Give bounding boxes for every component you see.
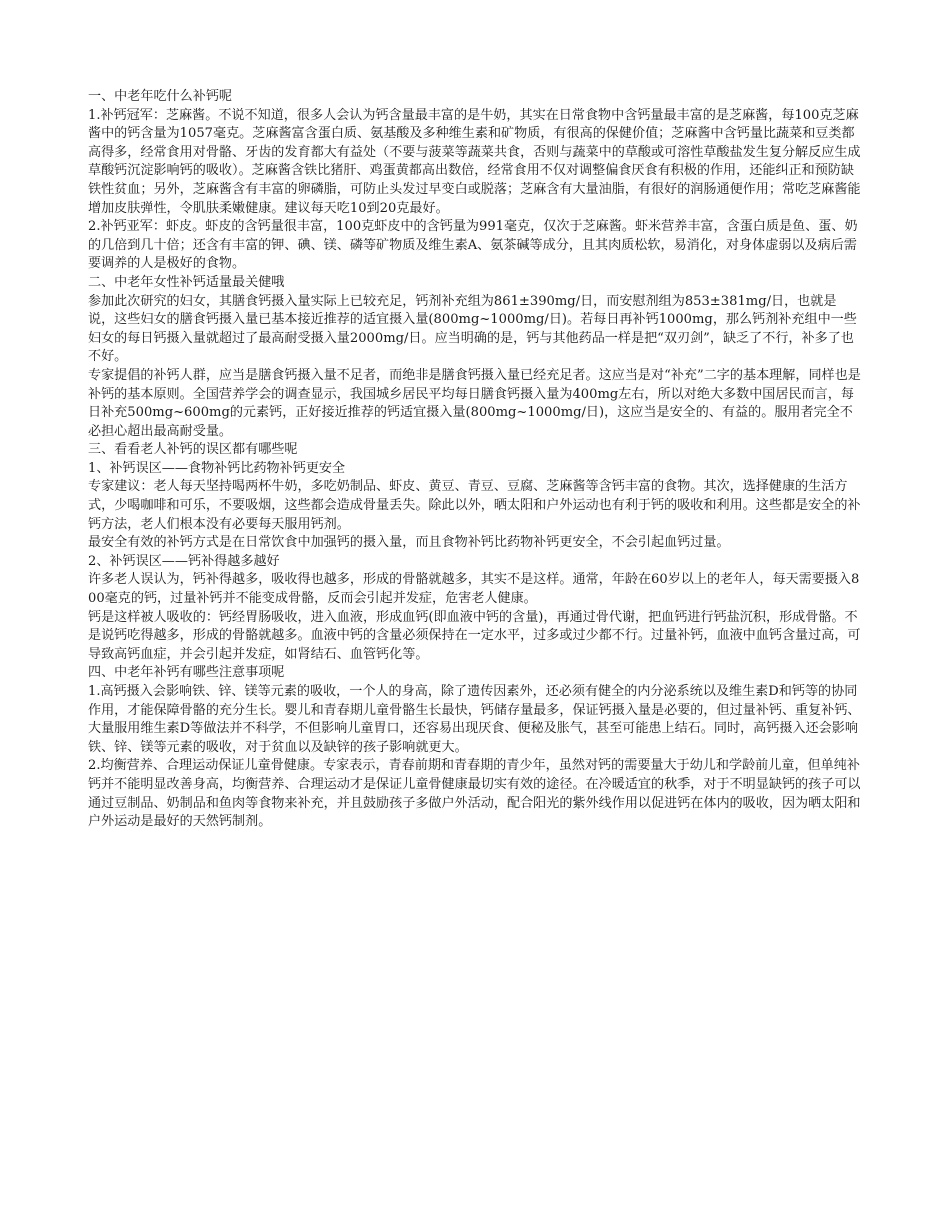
paragraph-expert-advice: 专家建议：老人每天坚持喝两杯牛奶，多吃奶制品、虾皮、黄豆、青豆、豆腐、芝麻酱等含钙丰富的食物。其次，选择健康的生活方式，少喝咖啡和可乐，不要吸烟，这些都会造成骨量丢失。除此以外，晒太阳和户外运动也有利于钙的吸收和利用。这些都是安全的补钙方法，老人们根本没有必要每天服用钙剂。: [88, 479, 861, 532]
paragraph-shrimp-skin: 2.补钙亚军：虾皮。虾皮的含钙量很丰富，100克虾皮中的含钙量为991毫克，仅次于芝麻酱。虾米营养丰富，含蛋白质是鱼、蛋、奶的几倍到几十倍；还含有丰富的钾、碘、镁、磷等矿物质及维生素A、氨茶碱等成分，且其肉质松软，易消化，对身体虚弱以及病后需要调养的人是极好的食物。: [88, 219, 858, 272]
paragraph-expert-recommendation: 专家提倡的补钙人群，应当是膳食钙摄入量不足者，而绝非是膳食钙摄入量已经充足者。这应当是对“补充”二字的基本理解，同样也是补钙的基本原则。全国营养学会的调查显示，我国城乡居民平均每日膳食钙摄入量为400mg左右，所以对绝大多数中国居民而言，每日补充500mg~600mg的元素钙，正好接近推荐的钙适宜摄入量(800mg~1000mg/日)，这应当是安全的、有益的。服用者完全不必担心超出最高耐受量。: [88, 367, 861, 439]
paragraph-high-calcium-effects: 1.高钙摄入会影响铁、锌、镁等元素的吸收，一个人的身高，除了遗传因素外，还必须有健全的内分泌系统以及维生素D和钙等的协同作用，才能保障骨骼的充分生长。婴儿和青春期儿童骨骼生长最快，钙储存量最多，保证钙摄入量是必要的，但过量补钙、重复补钙、大量服用维生素D等做法并不科学，不但影响儿童胃口，还容易出现厌食、便秘及胀气，甚至可能患上结石。同时，高钙摄入还会影响铁、锌、镁等元素的吸收，对于贫血以及缺锌的孩子影响就更大。: [88, 684, 861, 755]
section-heading-4: 四、中老年补钙有哪些注意事项呢: [88, 665, 285, 681]
paragraph-more-is-not-better: 许多老人误认为，钙补得越多，吸收得也越多，形成的骨骼就越多，其实不是这样。通常，年龄在60岁以上的老年人，每天需要摄入800毫克的钙，过量补钙并不能变成骨骼，反而会引起并发症，危害老人健康。: [88, 572, 860, 607]
subheading-misconception-1: 1、补钙误区——食物补钙比药物补钙更安全: [88, 460, 346, 476]
section-heading-3: 三、看看老人补钙的误区都有哪些呢: [88, 442, 298, 458]
section-heading-1: 一、中老年吃什么补钙呢: [88, 89, 233, 104]
paragraph-balanced-nutrition: 2.均衡营养、合理运动保证儿童骨健康。专家表示，青春前期和青春期的青少年，虽然对钙的需要量大于幼儿和学龄前儿童，但单纯补钙并不能明显改善身高，均衡营养、合理运动才是保证儿童骨健康最切实有效的途径。在冷暖适宜的秋季，对于不明显缺钙的孩子可以通过豆制品、奶制品和鱼肉等食物来补充，并且鼓励孩子多做户外活动，配合阳光的紫外线作用以促进钙在体内的吸收，因为晒太阳和户外运动是最好的天然钙制剂。: [88, 758, 861, 830]
paragraph-study-women: 参加此次研究的妇女，其膳食钙摄入量实际上已较充足，钙剂补充组为861±390mg/日，而安慰剂组为853±381mg/日，也就是说，这些妇女的膳食钙摄入量已基本接近推荐的适宜摄入量(800mg~1000mg/日)。若每日再补钙1000mg，那么钙剂补充组中一些妇女的每日钙摄入量就超过了最高耐受摄入量2000mg/日。应当明确的是，钙与其他药品一样是把“双刃剑”，缺乏了不行，补多了也不好。: [88, 293, 857, 365]
paragraph-sesame-paste: 1.补钙冠军：芝麻酱。不说不知道，很多人会认为钙含量最丰富的是牛奶，其实在日常食物中含钙量最丰富的是芝麻酱，每100克芝麻酱中的钙含量为1057毫克。芝麻酱富含蛋白质、氨基酸及多种维生素和矿物质，有很高的保健价值；芝麻酱中含钙量比蔬菜和豆类都高得多，经常食用对骨骼、牙齿的发育都大有益处（不要与菠菜等蔬菜共食，否则与蔬菜中的草酸或可溶性草酸盐发生复分解反应生成草酸钙沉淀影响钙的吸收）。芝麻酱含铁比猪肝、鸡蛋黄都高出数倍，经常食用不仅对调整偏食厌食有积极的作用，还能纠正和预防缺铁性贫血；另外，芝麻酱含有丰富的卵磷脂，可防止头发过早变白或脱落；芝麻含有大量油脂，有很好的润肠通便作用；常吃芝麻酱能增加皮肤弹性，令肌肤柔嫩健康。建议每天吃10到20克最好。: [88, 107, 861, 216]
section-heading-2: 二、中老年女性补钙适量最关健哦: [88, 274, 285, 290]
subheading-misconception-2: 2、补钙误区——钙补得越多越好: [88, 553, 280, 569]
paragraph-absorption-process: 钙是这样被人吸收的：钙经胃肠吸收，进入血液，形成血钙(即血液中钙的含量)，再通过骨代谢，把血钙进行钙盐沉积，形成骨骼。不是说钙吃得越多，形成的骨骼就越多。血液中钙的含量必须保持在一定水平，过多或过少都不行。过量补钙，血液中血钙含量过高，可导致高钙血症，并会引起并发症，如肾结石、血管钙化等。: [88, 609, 861, 662]
paragraph-safest-method: 最安全有效的补钙方式是在日常饮食中加强钙的摄入量，而且食物补钙比药物补钙更安全，不会引起血钙过量。: [88, 535, 730, 551]
document-body: [88, 88, 862, 832]
